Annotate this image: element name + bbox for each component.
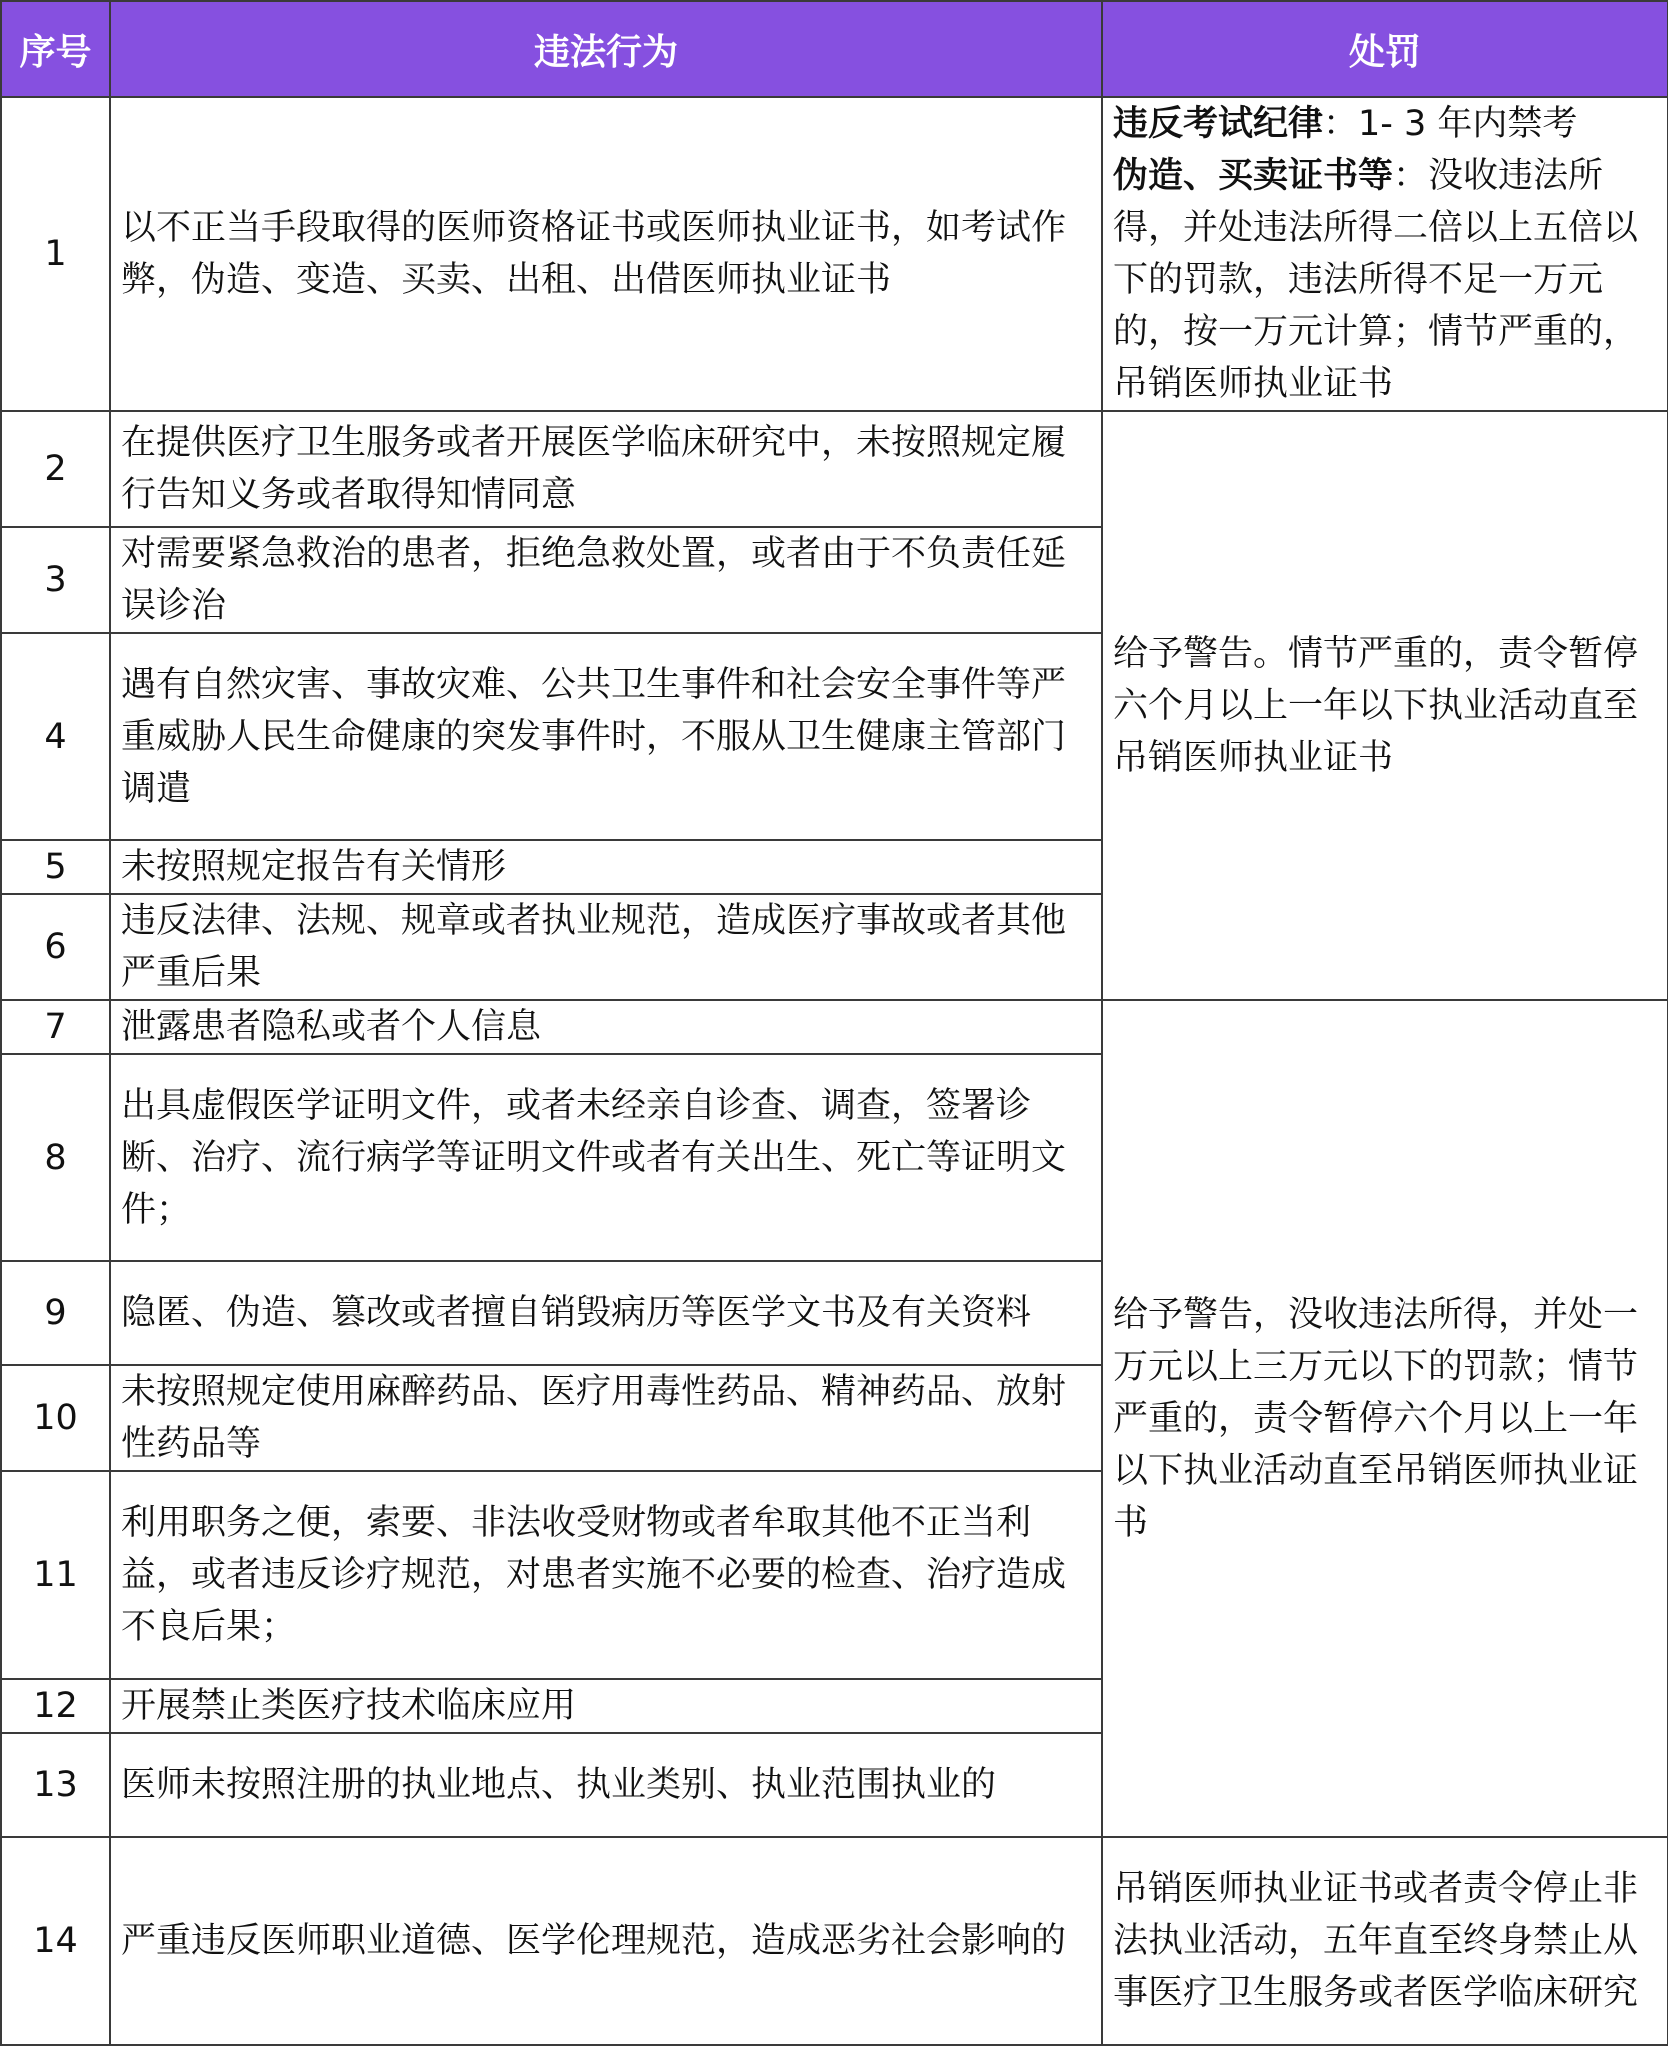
table-row [1, 1000, 1668, 1054]
penalty-text-2: ：没收违法所得，并处违法所得二倍以上五倍以下的罚款，违法所得不足一万元的，按一万元计算；情节严重的，吊销医师执业证书 [1113, 156, 1639, 404]
penalty-cell: 吊销医师执业证书或者责令停止非法执业活动，五年直至终身禁止从事医疗卫生服务或者医学临床研究 [1102, 1837, 1668, 2045]
row-act: 利用职务之便，索要、非法收受财物或者牟取其他不正当利益，或者违反诊疗规范，对患者实施不必要的检查、治疗造成不良后果； [110, 1471, 1102, 1679]
row-num: 7 [1, 1000, 110, 1054]
row-act: 遇有自然灾害、事故灾难、公共卫生事件和社会安全事件等严重威胁人民生命健康的突发事件时，不服从卫生健康主管部门调遣 [110, 633, 1102, 840]
row-act: 严重违反医师职业道德、医学伦理规范，造成恶劣社会影响的 [110, 1837, 1102, 2045]
table-row [1, 411, 1668, 527]
row-num: 13 [1, 1733, 110, 1837]
row-num: 9 [1, 1261, 110, 1365]
row-act: 泄露患者隐私或者个人信息 [110, 1000, 1102, 1054]
table-row [1, 1837, 1668, 2045]
row-num: 4 [1, 633, 110, 840]
row-num: 12 [1, 1679, 110, 1733]
row-num: 5 [1, 840, 110, 894]
header-act: 违法行为 [110, 1, 1102, 97]
row-act: 对需要紧急救治的患者，拒绝急救处置，或者由于不负责任延误诊治 [110, 527, 1102, 633]
penalty-cell: 给予警告，没收违法所得，并处一万元以上三万元以下的罚款；情节严重的，责令暂停六个月以上一年以下执业活动直至吊销医师执业证书 [1102, 1000, 1668, 1837]
row-act: 隐匿、伪造、篡改或者擅自销毁病历等医学文书及有关资料 [110, 1261, 1102, 1365]
row-num: 14 [1, 1837, 110, 2045]
header-num: 序号 [1, 1, 110, 97]
row-act: 未按照规定使用麻醉药品、医疗用毒性药品、精神药品、放射性药品等 [110, 1365, 1102, 1471]
row-num: 2 [1, 411, 110, 527]
penalty-bold-2: 伪造、买卖证书等 [1113, 156, 1394, 196]
row-act: 医师未按照注册的执业地点、执业类别、执业范围执业的 [110, 1733, 1102, 1837]
row-act: 以不正当手段取得的医师资格证书或医师执业证书，如考试作弊，伪造、变造、买卖、出租、出借医师执业证书 [110, 97, 1102, 411]
row-num: 10 [1, 1365, 110, 1471]
row-num: 3 [1, 527, 110, 633]
row-act: 开展禁止类医疗技术临床应用 [110, 1679, 1102, 1733]
row-num: 11 [1, 1471, 110, 1679]
penalty-bold-1: 违反考试纪律 [1113, 104, 1324, 144]
header-penalty: 处罚 [1102, 1, 1668, 97]
table-row [1, 97, 1668, 411]
penalty-text-1: ：1- 3 年内禁考 [1323, 104, 1578, 144]
penalty-cell: 给予警告。情节严重的，责令暂停六个月以上一年以下执业活动直至吊销医师执业证书 [1102, 411, 1668, 1000]
row-act: 出具虚假医学证明文件，或者未经亲自诊查、调查，签署诊断、治疗、流行病学等证明文件或者有关出生、死亡等证明文件； [110, 1054, 1102, 1261]
penalty-cell [1102, 97, 1668, 411]
header-row [1, 1, 1668, 97]
row-act: 未按照规定报告有关情形 [110, 840, 1102, 894]
row-num: 1 [1, 97, 110, 411]
row-act: 在提供医疗卫生服务或者开展医学临床研究中，未按照规定履行告知义务或者取得知情同意 [110, 411, 1102, 527]
row-act: 违反法律、法规、规章或者执业规范，造成医疗事故或者其他严重后果 [110, 894, 1102, 1000]
row-num: 6 [1, 894, 110, 1000]
row-num: 8 [1, 1054, 110, 1261]
